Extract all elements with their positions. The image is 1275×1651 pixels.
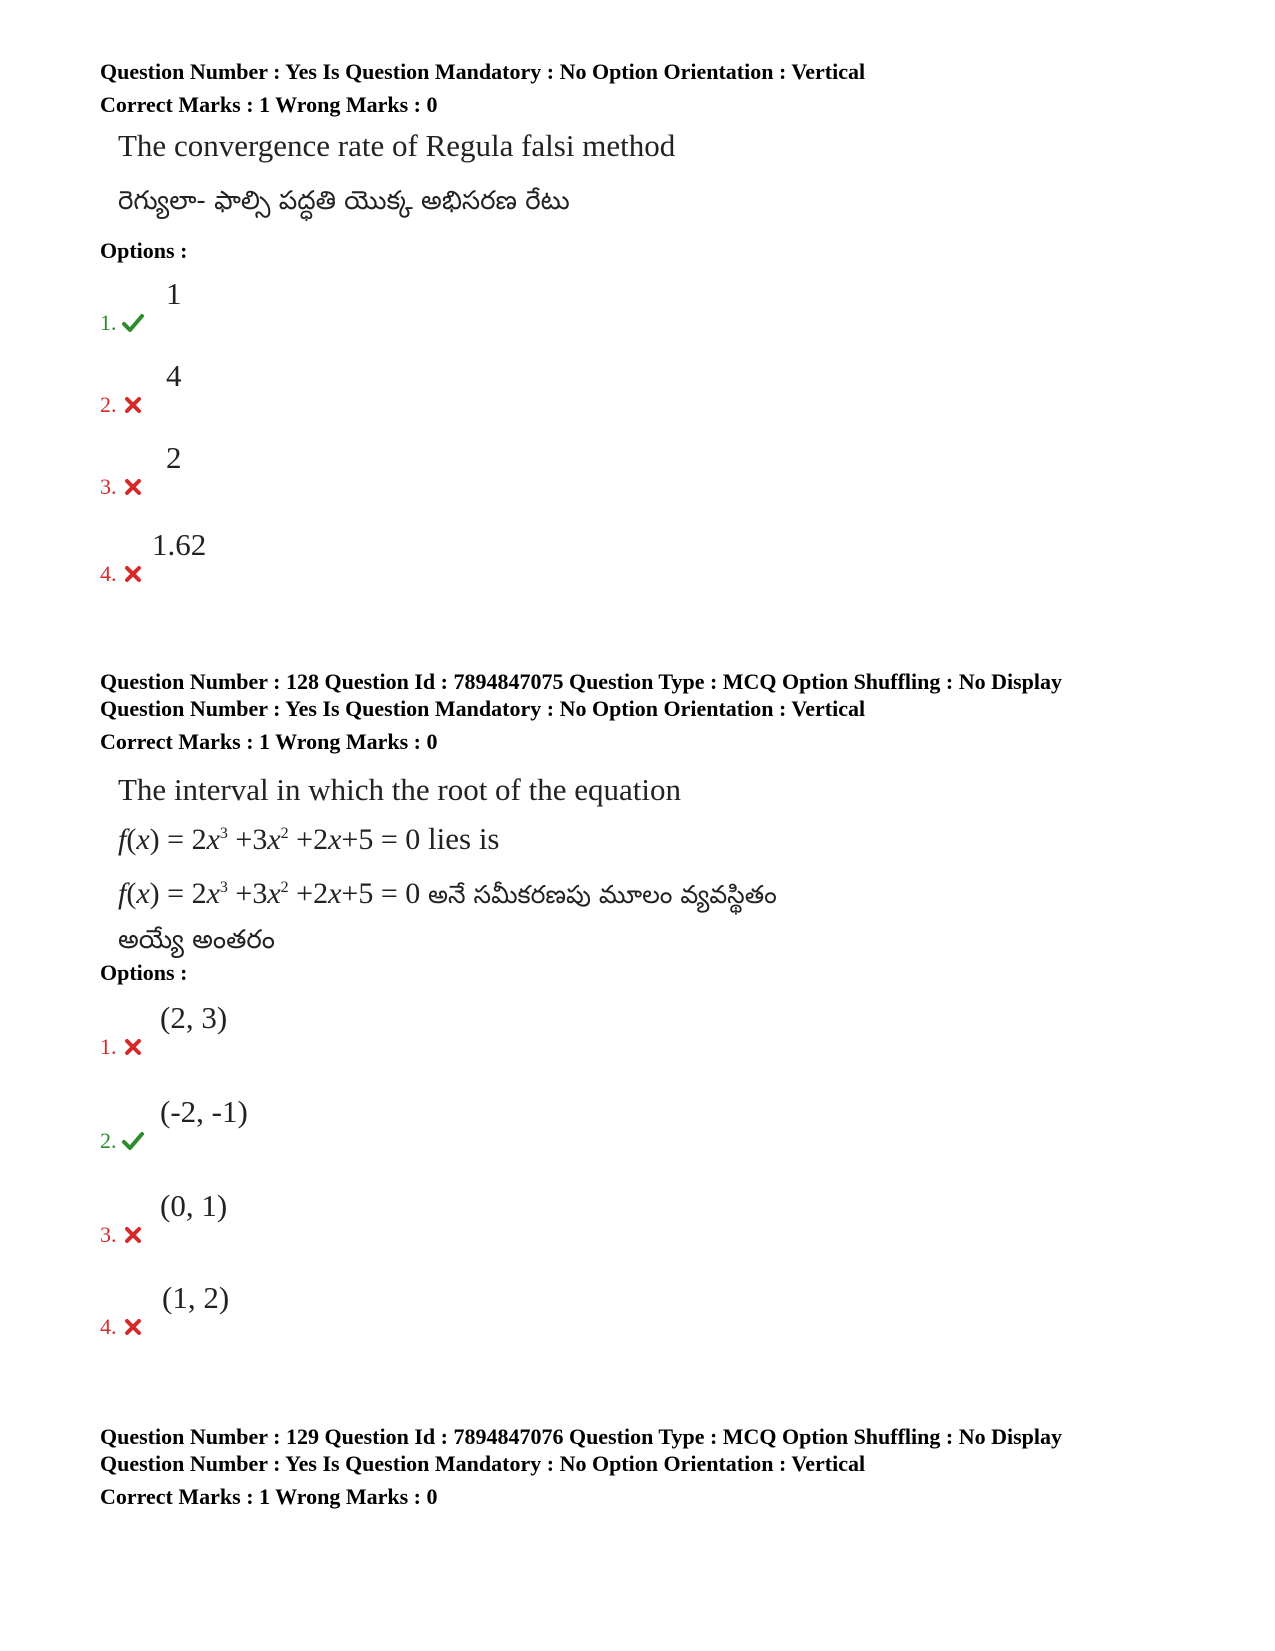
question-meta bbox=[100, 58, 865, 118]
marks-line: Correct Marks : 1 Wrong Marks : 0 bbox=[100, 729, 438, 754]
question-meta bbox=[100, 668, 1062, 755]
equation-line bbox=[118, 812, 777, 862]
option-value: 1 bbox=[166, 276, 182, 311]
option-3 bbox=[100, 1188, 500, 1248]
option-number: 3. bbox=[100, 1222, 117, 1247]
question-text bbox=[118, 124, 675, 224]
check-icon bbox=[122, 1130, 144, 1152]
cross-icon bbox=[122, 1224, 144, 1246]
question-english: The interval in which the root of the equation bbox=[118, 772, 681, 807]
option-number: 2. bbox=[100, 392, 117, 417]
option-number: 4. bbox=[100, 1314, 117, 1339]
option-value: 1.62 bbox=[152, 527, 207, 562]
question-telugu: రెగ్యులా- ఫాల్సి పద్ధతి యొక్క అభిసరణ రేటు bbox=[118, 186, 570, 216]
meta-line: Question Number : Yes Is Question Mandatory : No Option Orientation : Vertical bbox=[100, 696, 866, 721]
meta-line: Question Number : 128 Question Id : 7894847075 Question Type : MCQ Option Shuffling : No Display bbox=[100, 669, 1063, 694]
option-1 bbox=[100, 1000, 500, 1060]
option-3 bbox=[100, 440, 500, 500]
meta-line: Question Number : Yes Is Question Mandatory : No Option Orientation : Vertical bbox=[100, 1451, 866, 1476]
option-2 bbox=[100, 1094, 500, 1154]
option-number: 4. bbox=[100, 561, 117, 586]
option-number: 1. bbox=[100, 310, 117, 335]
equation: $f(x) = 2x^3 +3x^2 +2x+5 = 0$ bbox=[118, 877, 421, 910]
cross-icon bbox=[122, 394, 144, 416]
option-number: 3. bbox=[100, 474, 117, 499]
equation-suffix: lies is bbox=[428, 821, 500, 856]
option-2 bbox=[100, 358, 500, 418]
question-text bbox=[118, 768, 777, 963]
question-meta bbox=[100, 1423, 1062, 1510]
question-english: The convergence rate of Regula falsi method bbox=[118, 128, 676, 163]
option-4 bbox=[100, 527, 500, 587]
cross-icon bbox=[122, 476, 144, 498]
option-1 bbox=[100, 276, 500, 336]
option-number: 1. bbox=[100, 1034, 117, 1059]
meta-line: Question Number : Yes Is Question Mandatory : No Option Orientation : Vertical bbox=[100, 59, 866, 84]
option-number: 2. bbox=[100, 1128, 117, 1153]
option-value: 4 bbox=[166, 358, 182, 393]
option-value: (-2, -1) bbox=[160, 1094, 248, 1129]
marks-line: Correct Marks : 1 Wrong Marks : 0 bbox=[100, 92, 438, 117]
options-label: Options : bbox=[100, 238, 188, 263]
equation-line-telugu bbox=[118, 866, 777, 917]
cross-icon bbox=[122, 563, 144, 585]
options-label: Options : bbox=[100, 960, 188, 985]
check-icon bbox=[122, 312, 144, 334]
equation: $f(x) = 2x^3 +3x^2 +2x+5 = 0$ bbox=[118, 823, 421, 856]
option-4 bbox=[100, 1280, 500, 1340]
equation-suffix-telugu: అనే సమీకరణపు మూలం వ్యవస్థితం bbox=[428, 880, 777, 909]
option-value: (2, 3) bbox=[160, 1000, 228, 1035]
cross-icon bbox=[122, 1036, 144, 1058]
question-telugu: అయ్యే అంతరం bbox=[118, 925, 275, 955]
option-value: 2 bbox=[166, 440, 182, 475]
marks-line: Correct Marks : 1 Wrong Marks : 0 bbox=[100, 1484, 438, 1509]
option-value: (0, 1) bbox=[160, 1188, 228, 1223]
option-value: (1, 2) bbox=[162, 1280, 230, 1315]
meta-line: Question Number : 129 Question Id : 7894847076 Question Type : MCQ Option Shuffling : No Display bbox=[100, 1424, 1063, 1449]
cross-icon bbox=[122, 1316, 144, 1338]
